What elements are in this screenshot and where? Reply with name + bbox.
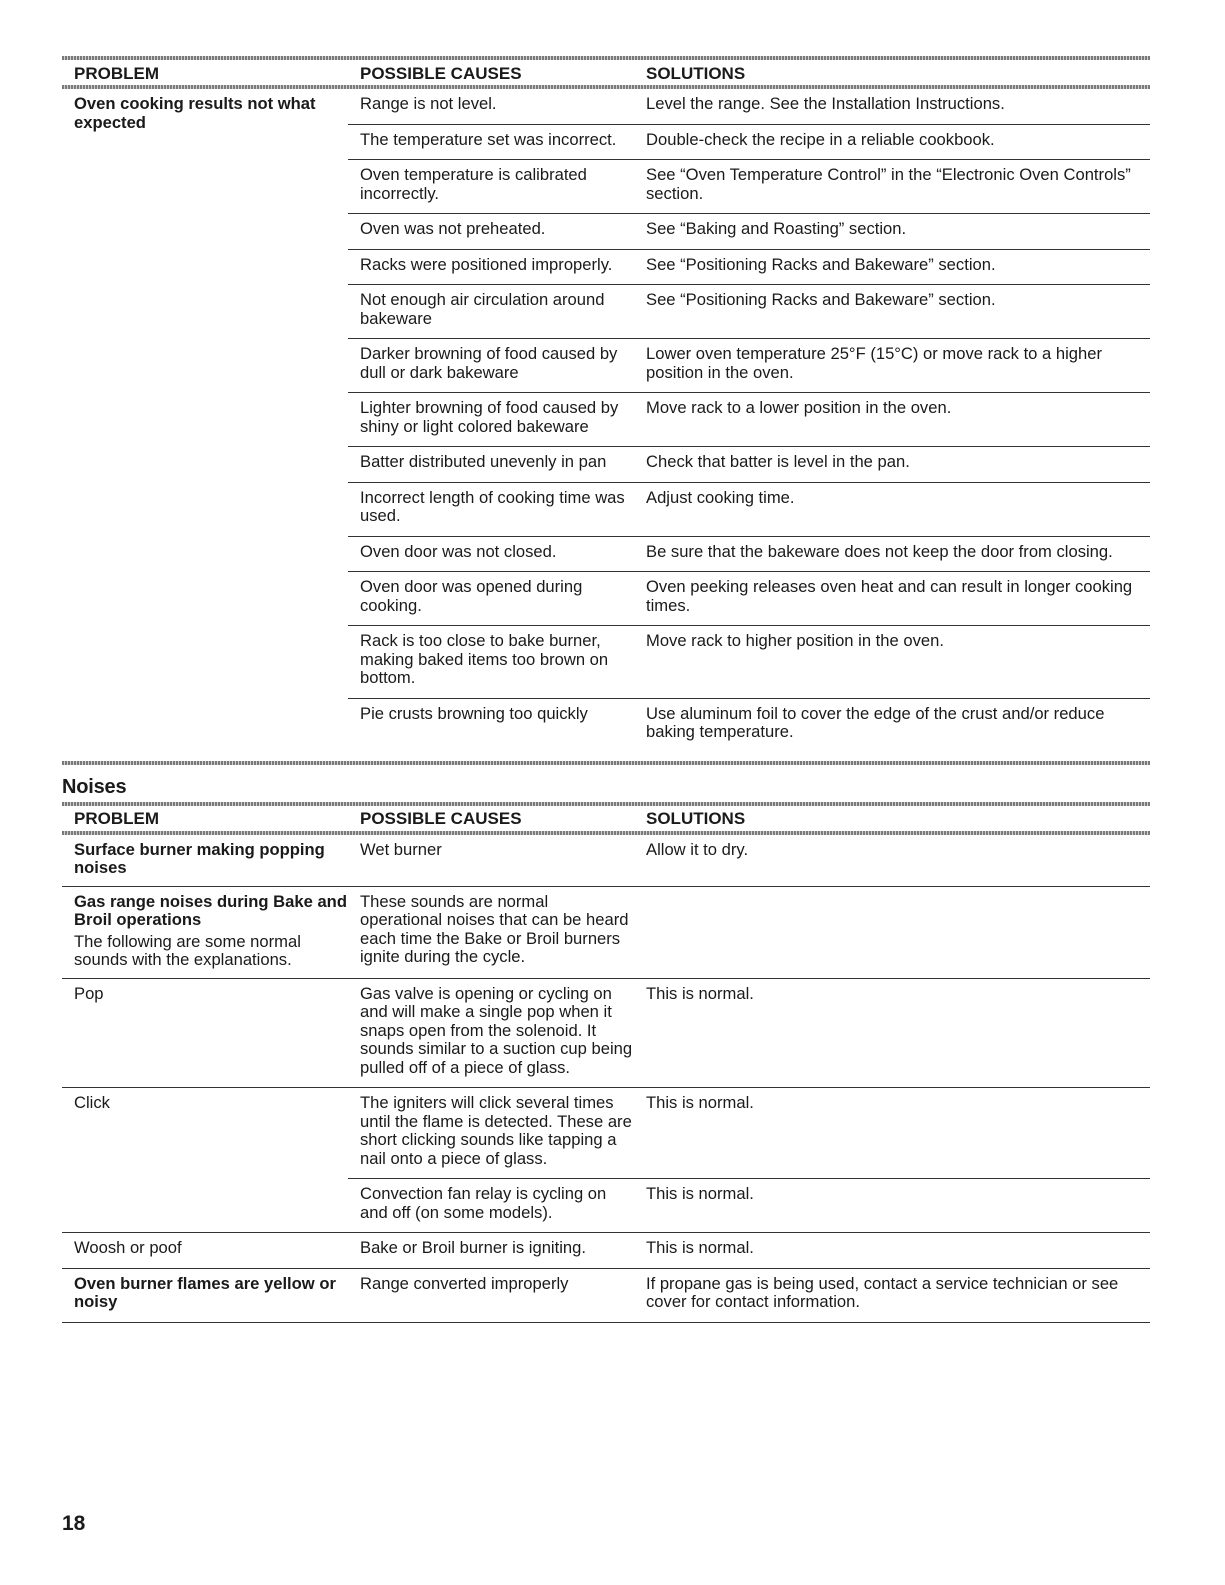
oven-cooking-table	[62, 89, 1150, 752]
problem-text: Pop	[74, 983, 104, 1003]
header-solutions: SOLUTIONS	[646, 809, 746, 828]
cause-cell: Oven door was opened during cooking.	[360, 577, 583, 615]
header-problem: PROBLEM	[74, 809, 159, 828]
cause-cell: Range is not level.	[360, 94, 497, 113]
cause-rows	[348, 1269, 1150, 1322]
cause-cell: Rack is too close to bake burner, making baked items too brown on bottom.	[360, 631, 609, 687]
solution-cell: Be sure that the bakeware does not keep the door from closing.	[646, 541, 1113, 561]
cause-cell: Convection fan relay is cycling on and off (on some models).	[360, 1184, 607, 1222]
table-row	[348, 214, 1150, 250]
solution-cell: This is normal.	[646, 1184, 754, 1203]
cause-cell: Lighter browning of food caused by shiny or light colored bakeware	[360, 398, 619, 436]
cause-cell: Range converted improperly	[360, 1273, 569, 1293]
problem-text: Surface burner making popping noises	[74, 839, 325, 877]
solution-cell: See “Oven Temperature Control” in the “Electronic Oven Controls” section.	[646, 165, 1131, 203]
troubleshooting-page	[62, 56, 1150, 1323]
solution-cell: If propane gas is being used, contact a service technician or see cover for contact information.	[646, 1273, 1119, 1311]
table-row	[348, 1179, 1150, 1232]
solution-cell: Check that batter is level in the pan.	[646, 452, 910, 471]
table-row	[348, 1269, 1150, 1322]
cause-cell: The igniters will click several times until the flame is detected. These are short clicking sounds like tapping a nail onto a piece of glass.	[360, 1093, 632, 1168]
solution-cell: This is normal.	[646, 983, 754, 1003]
problem-group	[62, 89, 1150, 752]
cause-cell: The temperature set was incorrect.	[360, 129, 617, 149]
header-causes: POSSIBLE CAUSES	[360, 63, 522, 83]
cause-cell: Not enough air circulation around bakeware	[360, 290, 605, 328]
table-header	[62, 802, 1150, 835]
table-row	[348, 285, 1150, 339]
problem-group	[62, 1088, 1150, 1233]
solution-cell	[634, 893, 1150, 967]
table-row	[348, 626, 1150, 699]
page-number: 18	[62, 1512, 86, 1535]
solution-cell: Move rack to a lower position in the oven.	[646, 398, 952, 417]
table-row	[348, 979, 1150, 1088]
cause-cell: Bake or Broil burner is igniting.	[360, 1238, 586, 1257]
section-title-noises: Noises	[62, 775, 127, 798]
problem-note: The following are some normal sounds with the explanations.	[74, 931, 301, 969]
header-causes: POSSIBLE CAUSES	[360, 809, 522, 828]
solution-cell: Allow it to dry.	[646, 839, 749, 859]
problem-cell	[62, 979, 348, 1088]
table-row	[348, 835, 1150, 870]
cause-cell: Batter distributed unevenly in pan	[360, 452, 607, 471]
cause-cell: Wet burner	[360, 839, 442, 859]
solution-cell: Double-check the recipe in a reliable cookbook.	[646, 129, 995, 149]
problem-text: Gas range noises during Bake and Broil operations	[74, 891, 347, 929]
table-row	[348, 572, 1150, 626]
problem-cell	[62, 89, 348, 752]
table-row	[348, 1088, 1150, 1179]
cause-rows	[348, 1233, 1150, 1268]
header-problem: PROBLEM	[74, 63, 159, 83]
table-row	[348, 393, 1150, 447]
table-row	[348, 1233, 1150, 1268]
solution-cell: This is normal.	[646, 1238, 754, 1257]
table-row	[348, 160, 1150, 214]
cause-cell: Racks were positioned improperly.	[360, 254, 613, 274]
solution-cell: Move rack to higher position in the oven.	[646, 631, 944, 650]
cause-cell: These sounds are normal operational noises that can be heard each time the Bake or Broil burners ignite during the cycle.	[360, 891, 629, 966]
solution-cell: Lower oven temperature 25°F (15°C) or move rack to a higher position in the oven.	[646, 344, 1102, 382]
cause-cell: Oven temperature is calibrated incorrectly.	[360, 165, 587, 203]
table-row	[348, 887, 1150, 977]
table-header	[62, 56, 1150, 89]
solution-cell: Level the range. See the Installation Instructions.	[646, 94, 1005, 113]
solution-cell: This is normal.	[646, 1093, 754, 1112]
table-row	[348, 537, 1150, 573]
solution-cell: Oven peeking releases oven heat and can result in longer cooking times.	[646, 577, 1133, 615]
solution-cell: See “Positioning Racks and Bakeware” section.	[646, 254, 996, 274]
problem-group	[62, 835, 1150, 887]
cause-rows	[348, 835, 1150, 886]
table-row	[348, 699, 1150, 752]
cause-rows	[348, 887, 1150, 978]
cause-cell: Incorrect length of cooking time was used.	[360, 487, 625, 525]
solution-cell: Use aluminum foil to cover the edge of the crust and/or reduce baking temperature.	[646, 703, 1105, 741]
problem-group	[62, 1269, 1150, 1323]
problem-text: Oven cooking results not what expected	[74, 94, 316, 132]
noises-table	[62, 835, 1150, 1323]
problem-text: Click	[74, 1093, 110, 1112]
cause-rows	[348, 89, 1150, 752]
table-row	[348, 125, 1150, 161]
table-row	[348, 339, 1150, 393]
cause-cell: Darker browning of food caused by dull or dark bakeware	[360, 344, 618, 382]
problem-text: Oven burner flames are yellow or noisy	[74, 1273, 336, 1311]
problem-group	[62, 979, 1150, 1089]
table-row	[348, 250, 1150, 286]
problem-cell	[62, 1269, 348, 1322]
table-row	[348, 483, 1150, 537]
cause-cell: Oven was not preheated.	[360, 219, 546, 238]
problem-text: Woosh or poof	[74, 1238, 182, 1257]
solution-cell: See “Positioning Racks and Bakeware” section.	[646, 290, 996, 309]
cause-cell: Gas valve is opening or cycling on and will make a single pop when it snaps open from the solenoid. It sounds similar to a suction cup being pulled off of a piece of glass.	[360, 983, 633, 1077]
problem-group	[62, 887, 1150, 979]
table-row	[348, 89, 1150, 125]
header-solutions: SOLUTIONS	[646, 63, 746, 83]
table-end-divider	[62, 761, 1150, 765]
cause-cell: Pie crusts browning too quickly	[360, 703, 588, 723]
table-row	[348, 447, 1150, 483]
problem-cell	[62, 887, 348, 978]
problem-group	[62, 1233, 1150, 1269]
problem-cell	[62, 1088, 348, 1232]
cause-rows	[348, 1088, 1150, 1232]
problem-cell	[62, 835, 348, 886]
cause-cell: Oven door was not closed.	[360, 541, 557, 561]
cause-rows	[348, 979, 1150, 1088]
solution-cell: See “Baking and Roasting” section.	[646, 219, 907, 238]
solution-cell: Adjust cooking time.	[646, 487, 795, 507]
problem-cell	[62, 1233, 348, 1268]
